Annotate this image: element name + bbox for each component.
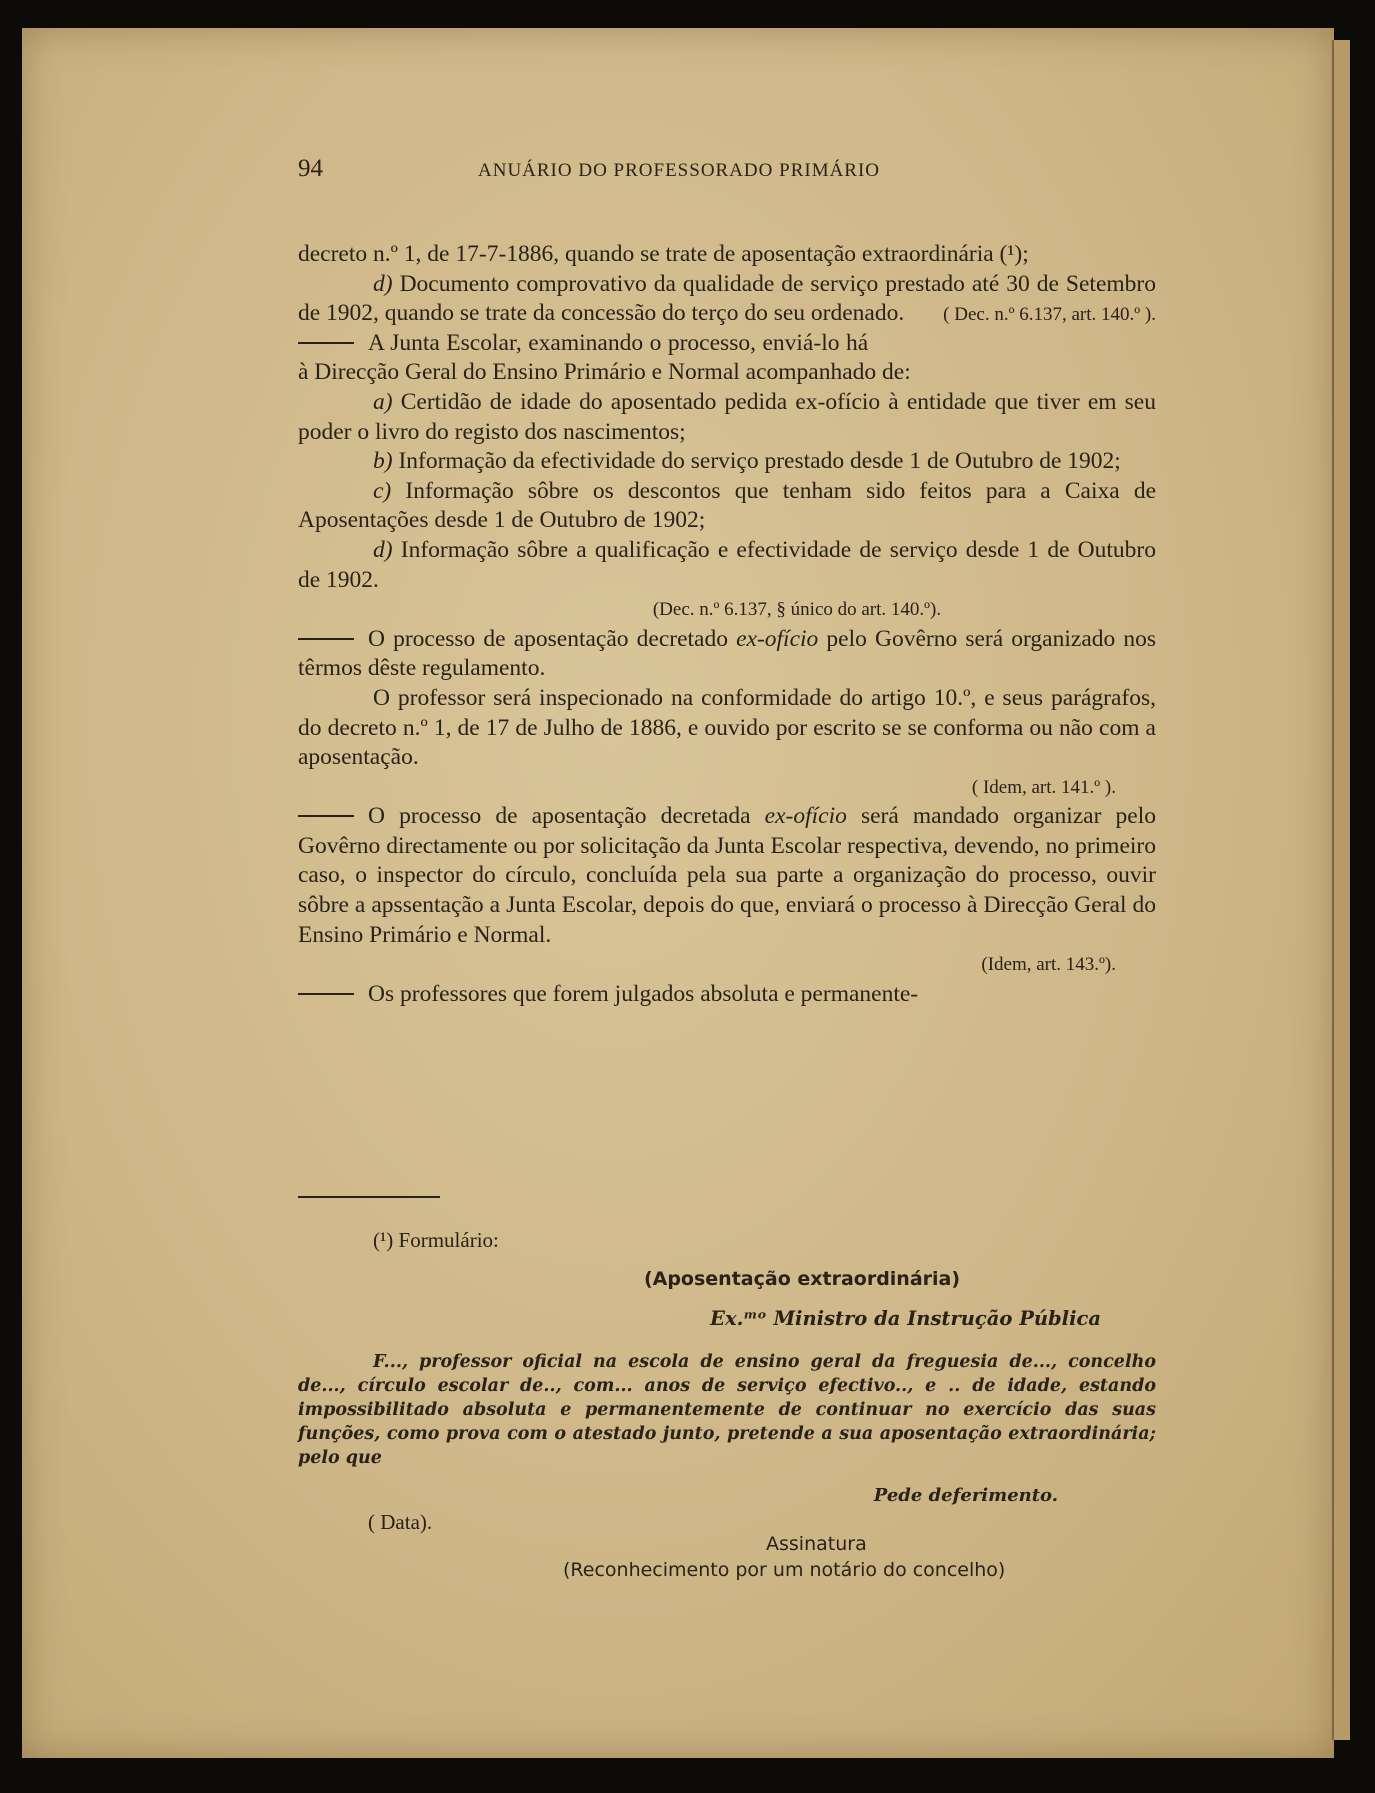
item-label: d) — [373, 536, 393, 563]
citation: (Dec. n.º 6.137, § único do art. 140.º). — [652, 599, 942, 621]
paragraph — [298, 536, 1156, 595]
page-header — [298, 155, 1158, 185]
paragraph — [298, 625, 1156, 684]
paragraph-text: Informação sôbre os descontos que tenham sido feitos para a Caixa de Aposentações desde 1 de Outubro de 1902; — [298, 477, 1156, 534]
paragraph-text: O processo de aposentação decretado — [368, 625, 737, 652]
dash-rule — [298, 638, 354, 640]
form-date: ( Data). — [368, 1510, 433, 1534]
form-notary: (Reconhecimento por um notário do concelho) — [563, 1559, 1006, 1581]
form-body — [298, 1350, 1156, 1470]
citation: ( Dec. n.º 6.137, art. 140.º ). — [943, 303, 1156, 325]
paragraph — [298, 477, 1156, 536]
paragraph — [298, 270, 1156, 329]
footnote-rule — [298, 1196, 440, 1198]
paragraph — [298, 802, 1156, 950]
paragraph — [298, 329, 1156, 388]
form-text: F..., professor oficial na escola de ensino geral da freguesia de..., concelho de..., círculo escolar de.., com... anos de serviço efectivo.., e .. de idade, estando impossibilitado absoluta e permanentemente de continuar no exercício das suas funções, como prova com o atestado junto, pretende a sua aposentação extraordinária; pelo que — [298, 1352, 1156, 1468]
citation: (Idem, art. 143.º). — [981, 954, 1116, 976]
paragraph-text: O processo de aposentação decretada — [368, 803, 765, 830]
paragraph-text: pelo Govêrno será organizado nos têrmos dêste regulamento. — [298, 625, 1157, 682]
paragraph-text: será mandado organizar pelo Govêrno directamente ou por solicitação da Junta Escolar respectiva, devendo, no primeiro caso, o inspector do círculo, concluída pela sua parte a organização do processo, ouvir sôbre a apssentação a Junta Escolar, depois do que, enviará o processo à Direcção Geral do Ensino Primário e Normal. — [298, 803, 1156, 948]
paragraph-text: Informação sôbre a qualificação e efectividade de serviço desde 1 de Outubro de 1902. — [298, 536, 1156, 593]
running-head: ANUÁRIO DO PROFESSORADO PRIMÁRIO — [478, 160, 881, 181]
main-text — [298, 240, 1156, 1009]
paragraph: decreto n.º 1, de 17-7-1886, quando se trate de aposentação extraordinária (¹); — [298, 241, 1029, 267]
form-title: (Aposentação extraordinária) — [643, 1268, 961, 1290]
footnote-label: (¹) Formulário: — [373, 1228, 499, 1252]
form-signature: Assinatura — [766, 1533, 867, 1555]
paragraph-text: Documento comprovativo da qualidade de serviço prestado até 30 de Setembro de 1902, quando se trate da concessão do terço do seu ordenado. — [298, 270, 1156, 327]
adjacent-page-edge — [1332, 40, 1350, 1740]
form-request: Pede deferimento. — [873, 1485, 1058, 1506]
paragraph — [298, 980, 1156, 1010]
paragraph-text: Informação da efectividade do serviço prestado desde 1 de Outubro de 1902; — [392, 448, 1121, 475]
dash-rule — [298, 342, 354, 344]
form-addressee: Ex.ᵐᵒ Ministro da Instrução Pública — [710, 1307, 1101, 1330]
paragraph — [298, 388, 1156, 447]
page-number: 94 — [298, 155, 323, 182]
paragraph-text: Os professores que forem julgados absoluta e permanente- — [368, 980, 919, 1007]
italic-term: ex-ofício — [764, 803, 847, 830]
paragraph — [298, 447, 1156, 477]
paragraph-text: Certidão de idade do aposentado pedida ex-ofício à entidade que tiver em seu poder o livro do registo dos nascimentos; — [298, 388, 1156, 445]
item-label: a) — [373, 388, 393, 415]
italic-term: ex-ofício — [736, 625, 819, 652]
paragraph-text: A Junta Escolar, examinando o processo, enviá-lo há à Direcção Geral do Ensino Primário e Normal acompanhado de: — [298, 329, 911, 386]
citation: ( Idem, art. 141.º ). — [971, 776, 1116, 798]
paragraph: O professor será inspecionado na conformidade do artigo 10.º, e seus parágrafos, do decreto n.º 1, de 17 de Julho de 1886, e ouvido por escrito se se conforma ou não com a aposentação. — [298, 684, 1156, 771]
dash-rule — [298, 993, 354, 995]
item-label: c) — [373, 477, 392, 504]
item-label: d) — [373, 270, 393, 297]
item-label: b) — [373, 448, 393, 475]
dash-rule — [298, 815, 354, 817]
